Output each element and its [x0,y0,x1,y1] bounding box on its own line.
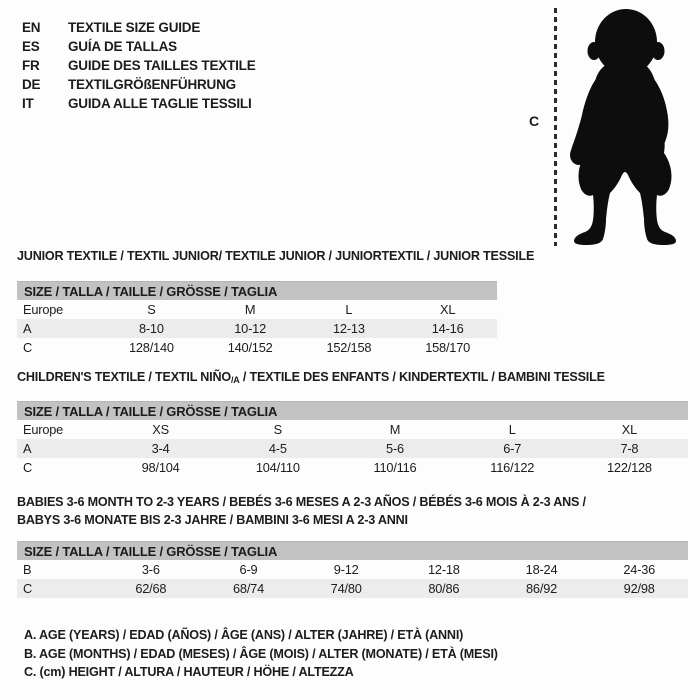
junior-size-table [17,281,497,357]
table-row-europe [17,300,497,319]
row-label: A [23,321,32,336]
height-cell: 74/80 [330,581,362,596]
row-label: C [23,581,33,596]
table-row-age-years [17,319,497,338]
language-label: GUIDE DES TAILLES TEXTILE [68,58,256,73]
note-age-years: A. AGE (YEARS) / EDAD (AÑOS) / ÂGE (ANS) / ALTER (JAHRE) / ETÀ (ANNI) [24,628,464,642]
language-label: GUIDA ALLE TAGLIE TESSILI [68,96,252,111]
language-row [22,75,256,94]
size-header-row: SIZE / TALLA / TAILLE / GRÖSSE / TAGLIA [17,401,688,420]
height-cell: 140/152 [227,340,273,355]
row-label: Europe [23,302,64,317]
size-cell: XL [439,302,456,317]
children-title-sub: /A [230,375,240,385]
size-cell: S [273,422,282,437]
language-row [22,56,256,75]
age-cell: 5-6 [386,441,404,456]
height-cell: 86/92 [526,581,558,596]
children-section-title [17,370,605,385]
age-cell: 14-16 [431,321,464,336]
language-label: GUÍA DE TALLAS [68,39,177,54]
size-header-row: SIZE / TALLA / TAILLE / GRÖSSE / TAGLIA [17,541,688,560]
table-row-age-months [17,560,688,579]
height-cell: 128/140 [128,340,174,355]
language-label: TEXTILGRÖßENFÜHRUNG [68,77,236,92]
language-code: DE [22,77,41,92]
age-cell: 12-13 [333,321,365,336]
height-cell: 80/86 [428,581,460,596]
language-row [22,18,256,37]
note-age-months: B. AGE (MONTHS) / EDAD (MESES) / ÂGE (MOIS) / ALTER (MONATE) / ETÀ (MESI) [24,646,498,661]
age-cell: 9-12 [333,562,359,577]
age-cell: 12-18 [427,562,460,577]
age-cell: 4-5 [268,441,287,456]
row-label: B [23,562,32,577]
table-row-height [17,579,688,598]
age-cell: 18-24 [525,562,558,577]
note-height: C. (cm) HEIGHT / ALTURA / HAUTEUR / HÖHE / ALTEZZA [24,665,354,679]
toddler-silhouette [562,5,694,247]
size-cell: M [389,422,401,437]
size-cell: S [147,302,156,317]
age-cell: 6-7 [503,441,522,456]
babies-size-table [17,541,688,598]
size-cell: L [508,422,516,437]
table-row-height [17,458,688,477]
legend-notes [24,626,498,682]
language-row [22,37,256,56]
language-code: EN [22,20,41,35]
children-size-table [17,401,688,477]
language-label: TEXTILE SIZE GUIDE [68,20,201,35]
height-dimension-label: C [529,113,540,129]
height-cell: 116/122 [490,460,535,475]
language-code: FR [22,58,40,73]
table-row-europe [17,420,688,439]
age-cell: 10-12 [234,321,266,336]
height-cell: 122/128 [606,460,652,475]
table-row-height [17,338,497,357]
size-cell: XS [152,422,169,437]
size-cell: M [244,302,256,317]
height-dimension-line [554,8,557,246]
age-cell: 24-36 [623,562,656,577]
height-cell: 68/74 [232,581,265,596]
age-cell: 3-6 [141,562,160,577]
row-label: A [23,441,32,456]
height-cell: 152/158 [326,340,372,355]
row-label: C [23,460,33,475]
height-cell: 92/98 [623,581,655,596]
language-code: ES [22,39,40,54]
height-cell: 158/170 [425,340,471,355]
children-title-part2: / TEXTILE DES ENFANTS / KINDERTEXTIL / BAMBINI TESSILE [239,370,605,384]
height-cell: 110/116 [373,460,417,475]
age-cell: 7-8 [620,441,639,456]
size-header-row: SIZE / TALLA / TAILLE / GRÖSSE / TAGLIA [17,281,497,300]
language-code: IT [22,96,34,111]
age-cell: 8-10 [138,321,164,336]
babies-section-title-line2: BABYS 3-6 MONATE BIS 2-3 JAHRE / BAMBINI 3-6 MESI A 2-3 ANNI [17,513,408,527]
table-row-age-years [17,439,688,458]
age-cell: 6-9 [239,562,258,577]
row-label: C [23,340,33,355]
size-cell: XL [621,422,638,437]
height-cell: 98/104 [141,460,180,475]
size-cell: L [345,302,353,317]
height-cell: 104/110 [255,460,300,475]
language-row [22,94,256,113]
language-list [22,18,256,113]
age-cell: 3-4 [151,441,170,456]
height-cell: 62/68 [135,581,167,596]
children-title-part1: CHILDREN'S TEXTILE / TEXTIL NIÑO [17,370,231,384]
babies-section-title-line1: BABIES 3-6 MONTH TO 2-3 YEARS / BEBÉS 3-6 MESES A 2-3 AÑOS / BÉBÉS 3-6 MOIS À 2-3 ANS / [17,495,586,509]
junior-section-title: JUNIOR TEXTILE / TEXTIL JUNIOR/ TEXTILE JUNIOR / JUNIORTEXTIL / JUNIOR TESSILE [17,249,535,263]
row-label: Europe [23,422,64,437]
